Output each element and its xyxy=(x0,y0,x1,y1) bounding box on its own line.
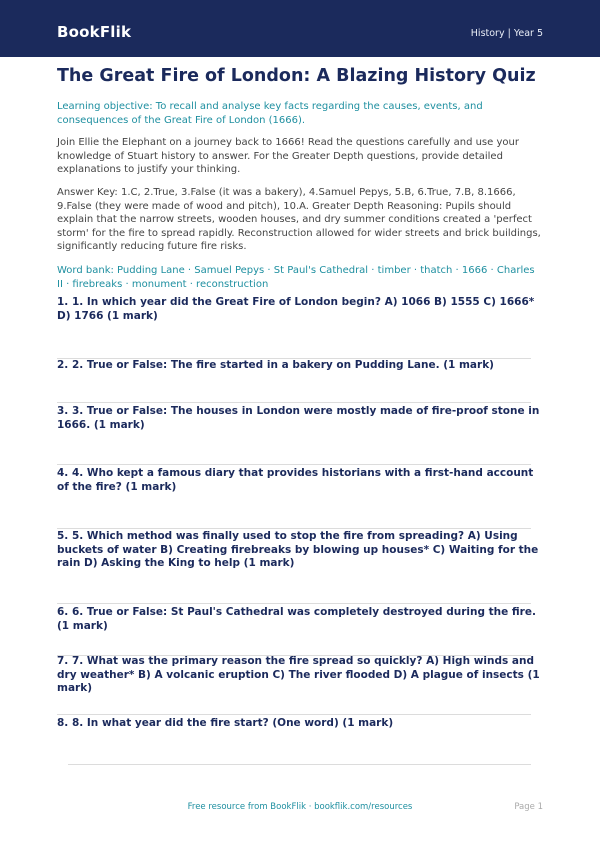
page-title: The Great Fire of London: A Blazing History Quiz xyxy=(57,66,536,86)
question-1: 1. 1. In which year did the Great Fire of London begin? A) 1066 B) 1555 C) 1666* D) 1766 (1 mark) xyxy=(57,296,535,322)
intro-text: Join Ellie the Elephant on a journey back to 1666! Read the questions carefully and use your knowledge of Stuart history to answer. For the Greater Depth questions, provide detailed explanations to justify your thinking. xyxy=(57,137,519,176)
answer-line-2 xyxy=(57,402,531,403)
learning-objective: Learning objective: To recall and analyse key facts regarding the causes, events, and consequences of the Great Fire of London (1666). xyxy=(57,101,483,126)
question-7: 7. 7. What was the primary reason the fire spread so quickly? A) High winds and dry weather* B) A volcanic eruption C) The river flooded D) A plague of insects (1 mark) xyxy=(57,655,540,695)
question-8: 8. 8. In what year did the fire start? (One word) (1 mark) xyxy=(57,717,394,729)
answer-line-5 xyxy=(57,603,531,604)
answer-line-3 xyxy=(57,464,531,465)
page-number: Page 1 xyxy=(514,802,543,812)
worksheet-content xyxy=(57,64,543,291)
answer-line-8 xyxy=(68,764,531,765)
question-6: 6. 6. True or False: St Paul's Cathedral was completely destroyed during the fire. (1 mark) xyxy=(57,606,536,632)
breadcrumb: History | Year 5 xyxy=(470,28,543,39)
question-5: 5. 5. Which method was finally used to stop the fire from spreading? A) Using buckets of water B) Creating firebreaks by blowing up houses* C) Waiting for the rain D) Asking the King to help (1 mark) xyxy=(57,530,539,570)
footer-resource-link[interactable]: Free resource from BookFlik · bookflik.com/resources xyxy=(187,802,413,812)
question-3: 3. 3. True or False: The houses in London were mostly made of fire-proof stone in 1666. (1 mark) xyxy=(57,405,540,431)
answer-line-7 xyxy=(57,714,531,715)
brand-logo[interactable]: BookFlik xyxy=(57,23,132,41)
answer-key: Answer Key: 1.C, 2.True, 3.False (it was a bakery), 4.Samuel Pepys, 5.B, 6.True, 7.B, 8.1666, 9.False (they were made of wood and pitch), 10.A. Greater Depth Reasoning: Pupils should explain that the narrow streets, wooden houses, and dry summer conditions created a 'perfect storm' for the fire to spread rapidly. Reconstruction allowed for wider streets and brick buildings, significantly reducing future fire risks. xyxy=(57,186,541,253)
question-4: 4. 4. Who kept a famous diary that provides historians with a first-hand account of the fire? (1 mark) xyxy=(57,467,534,493)
question-2: 2. 2. True or False: The fire started in a bakery on Pudding Lane. (1 mark) xyxy=(57,359,494,371)
site-header xyxy=(0,0,600,57)
answer-line-4 xyxy=(57,528,531,529)
word-bank: Word bank: Pudding Lane · Samuel Pepys · St Paul's Cathedral · timber · thatch · 1666 · Charles II · firebreaks · monument · reconstruction xyxy=(57,264,535,290)
